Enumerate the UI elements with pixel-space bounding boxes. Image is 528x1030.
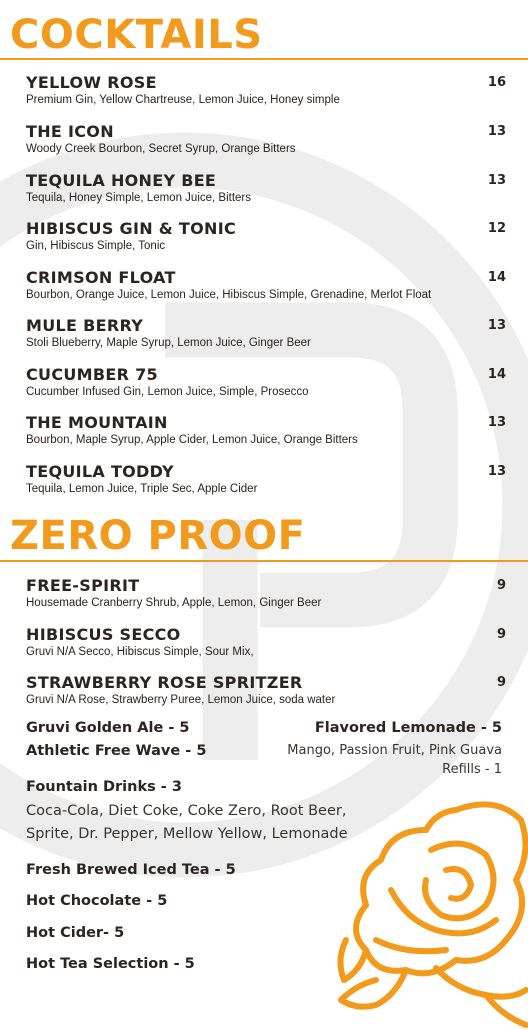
item-name: THE ICON xyxy=(26,122,114,141)
item-name: TEQUILA HONEY BEE xyxy=(26,171,217,190)
zero-proof-divider xyxy=(0,560,528,562)
item-price: 13 xyxy=(487,415,506,430)
item-price: 9 xyxy=(496,675,506,690)
cocktail-item xyxy=(26,413,506,448)
lemonade-refills: Refills - 1 xyxy=(442,762,502,777)
hot-chocolate-item: Hot Chocolate - 5 xyxy=(26,893,168,909)
fountain-line: Coca-Cola, Diet Coke, Coke Zero, Root Beer, xyxy=(26,803,347,819)
item-price: 9 xyxy=(496,578,506,593)
item-name: MULE BERRY xyxy=(26,316,144,335)
fountain-line: Sprite, Dr. Pepper, Mellow Yellow, Lemonade xyxy=(26,826,348,842)
item-name: THE MOUNTAIN xyxy=(26,413,168,432)
cocktail-item xyxy=(26,462,506,497)
item-price: 13 xyxy=(487,464,506,479)
item-name: TEQUILA TODDY xyxy=(26,462,174,481)
cocktail-item xyxy=(26,73,506,108)
item-price: 13 xyxy=(487,318,506,333)
item-desc: Premium Gin, Yellow Chartreuse, Lemon Juice, Honey simple xyxy=(26,94,340,106)
fountain-drinks-list xyxy=(26,800,386,846)
item-name: YELLOW ROSE xyxy=(26,73,157,92)
zero-proof-item xyxy=(26,625,506,660)
lemonade-flavors: Mango, Passion Fruit, Pink Guava xyxy=(287,743,502,758)
item-desc: Tequila, Lemon Juice, Triple Sec, Apple Cider xyxy=(26,483,258,495)
lemonade-item: Flavored Lemonade - 5 xyxy=(314,720,502,736)
golden-ale-item: Gruvi Golden Ale - 5 xyxy=(26,720,190,736)
item-price: 16 xyxy=(487,75,506,90)
fountain-drinks-item: Fountain Drinks - 3 xyxy=(26,779,182,795)
hot-tea-item: Hot Tea Selection - 5 xyxy=(26,956,195,972)
cocktail-item xyxy=(26,316,506,351)
iced-tea-item: Fresh Brewed Iced Tea - 5 xyxy=(26,862,236,878)
item-name: CUCUMBER 75 xyxy=(26,365,158,384)
item-desc: Bourbon, Maple Syrup, Apple Cider, Lemon Juice, Orange Bitters xyxy=(26,434,358,446)
cocktail-item xyxy=(26,122,506,157)
item-price: 9 xyxy=(496,627,506,642)
item-price: 13 xyxy=(487,173,506,188)
item-price: 14 xyxy=(487,367,506,382)
cocktail-item xyxy=(26,219,506,254)
cocktail-item xyxy=(26,171,506,206)
item-desc: Housemade Cranberry Shrub, Apple, Lemon, Ginger Beer xyxy=(26,597,322,609)
item-price: 13 xyxy=(487,124,506,139)
free-wave-item: Athletic Free Wave - 5 xyxy=(26,743,207,759)
item-desc: Gruvi N/A Rose, Strawberry Puree, Lemon Juice, soda water xyxy=(26,694,336,706)
item-desc: Stoli Blueberry, Maple Syrup, Lemon Juice, Ginger Beer xyxy=(26,337,311,349)
cocktails-title: COCKTAILS xyxy=(10,12,263,58)
cocktail-item xyxy=(26,268,506,303)
zero-proof-title: ZERO PROOF xyxy=(10,513,306,559)
item-name: FREE-SPIRIT xyxy=(26,576,140,595)
item-desc: Gin, Hibiscus Simple, Tonic xyxy=(26,240,166,252)
item-name: HIBISCUS GIN & TONIC xyxy=(26,219,237,238)
zero-proof-item xyxy=(26,576,506,611)
cocktail-item xyxy=(26,365,506,400)
item-desc: Woody Creek Bourbon, Secret Syrup, Orange Bitters xyxy=(26,143,296,155)
zero-proof-item xyxy=(26,673,506,708)
item-name: STRAWBERRY ROSE SPRITZER xyxy=(26,673,303,692)
item-price: 12 xyxy=(487,221,506,236)
item-name: CRIMSON FLOAT xyxy=(26,268,176,287)
hot-cider-item: Hot Cider- 5 xyxy=(26,925,125,941)
item-desc: Gruvi N/A Secco, Hibiscus Simple, Sour Mix, xyxy=(26,646,254,658)
item-price: 14 xyxy=(487,270,506,285)
item-desc: Cucumber Infused Gin, Lemon Juice, Simple, Prosecco xyxy=(26,386,309,398)
item-name: HIBISCUS SECCO xyxy=(26,625,181,644)
item-desc: Tequila, Honey Simple, Lemon Juice, Bitters xyxy=(26,192,251,204)
cocktails-divider xyxy=(0,58,528,60)
item-desc: Bourbon, Orange Juice, Lemon Juice, Hibiscus Simple, Grenadine, Merlot Float xyxy=(26,289,432,301)
